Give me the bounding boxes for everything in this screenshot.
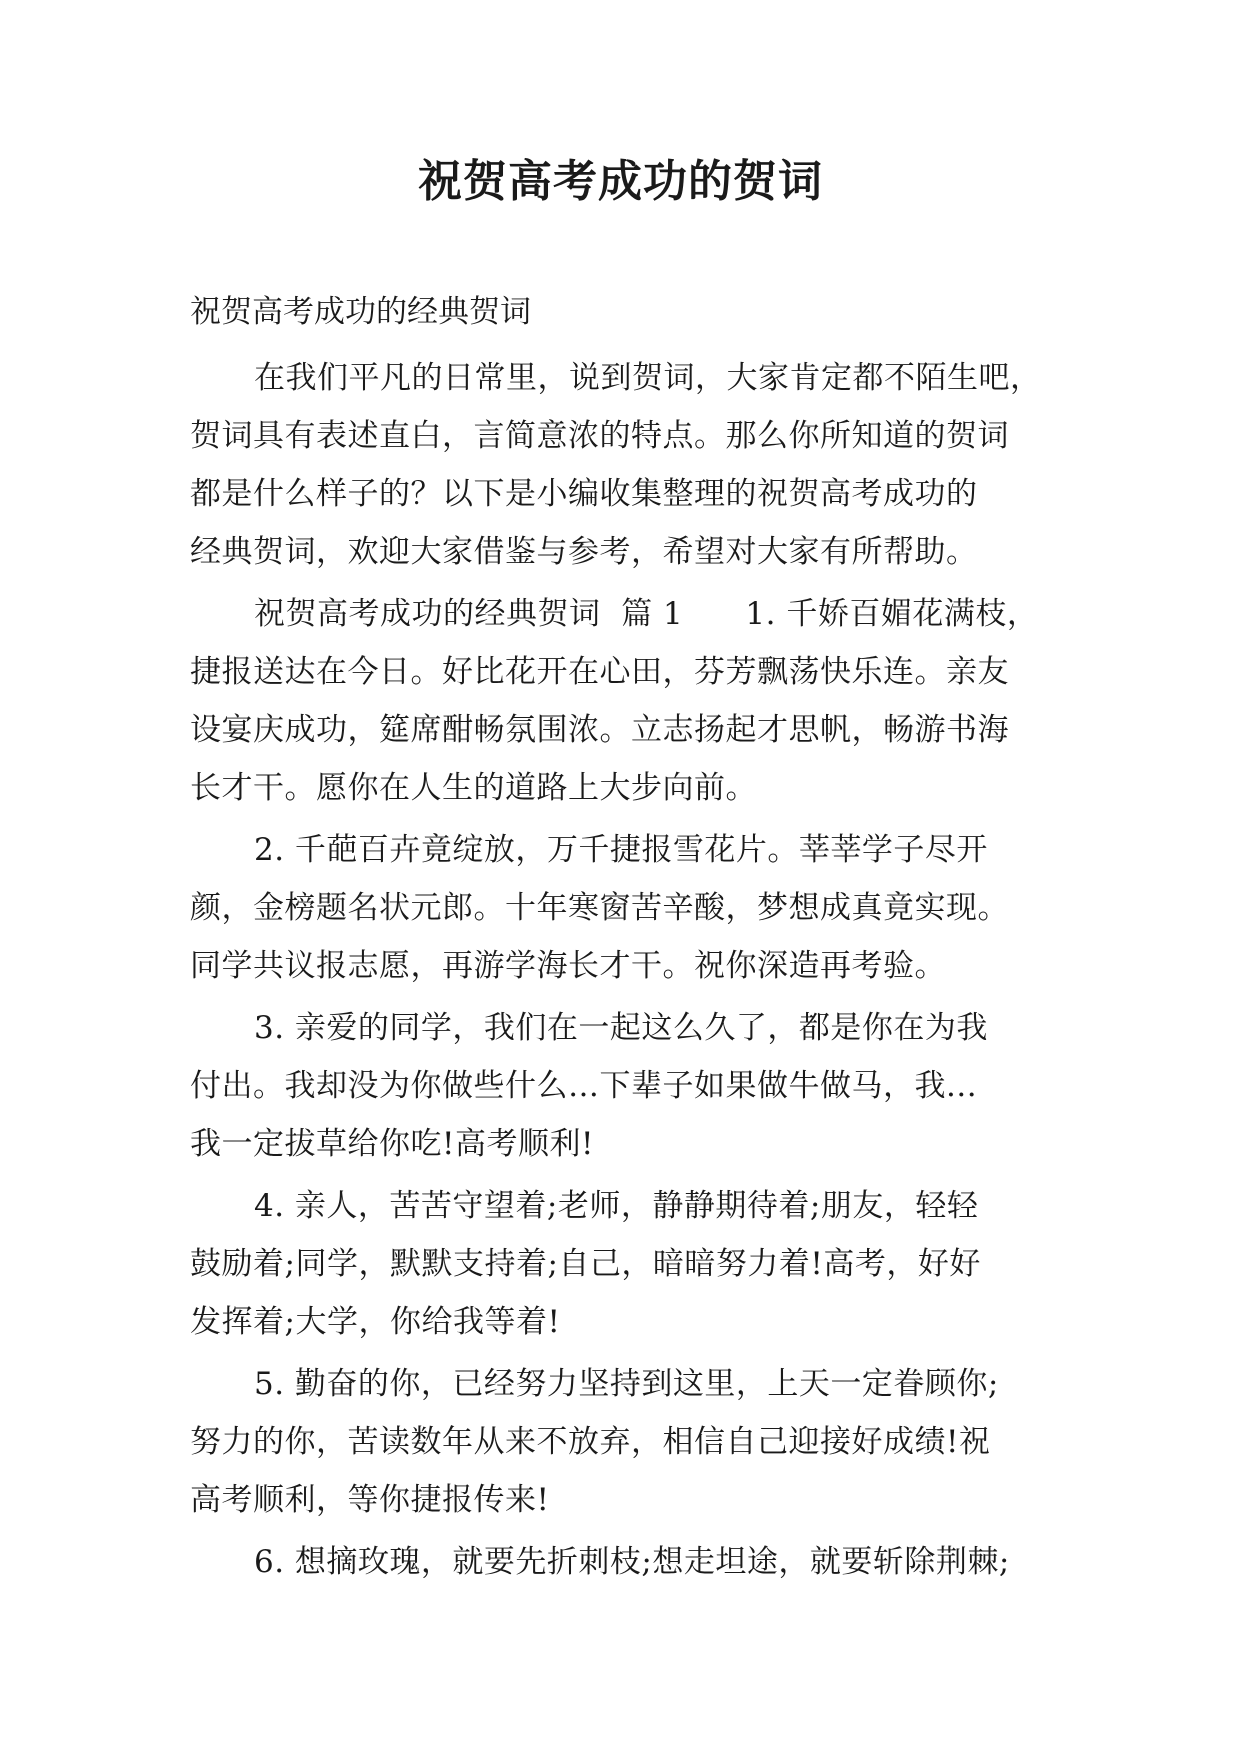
paragraph-line: 付出。我却没为你做些什么…下辈子如果做牛做马，我... xyxy=(190,1068,978,1104)
paragraph-line: 经典贺词，欢迎大家借鉴与参考，希望对大家有所帮助。 xyxy=(190,534,978,570)
paragraph-line: 设宴庆成功，筵席酣畅氛围浓。立志扬起才思帆，畅游书海 xyxy=(190,712,1009,748)
paragraph-line: 颜，金榜题名状元郎。十年寒窗苦辛酸，梦想成真竟实现。 xyxy=(190,890,1009,926)
paragraph-line: 努力的你，苦读数年从来不放弃，相信自己迎接好成绩!祝 xyxy=(190,1424,991,1460)
paragraph-line: 贺词具有表述直白，言简意浓的特点。那么你所知道的贺词 xyxy=(190,418,1009,454)
paragraph-line: 我一定拔草给你吃!高考顺利! xyxy=(190,1126,594,1162)
paragraph-line: 祝贺高考成功的经典贺词 篇 1 1. 千娇百媚花满枝， xyxy=(254,596,1039,632)
paragraph-line: 4. 亲人，苦苦守望着;老师，静静期待着;朋友，轻轻 xyxy=(254,1188,979,1224)
document-subtitle: 祝贺高考成功的经典贺词 xyxy=(190,294,531,330)
paragraph-line: 捷报送达在今日。好比花开在心田，芬芳飘荡快乐连。亲友 xyxy=(190,654,1009,690)
paragraph-line: 5. 勤奋的你，已经努力坚持到这里，上天一定眷顾你; xyxy=(254,1366,999,1402)
paragraph-line: 6. 想摘玫瑰，就要先折刺枝;想走坦途，就要斩除荆棘; xyxy=(254,1544,1010,1580)
document-title: 祝贺高考成功的贺词 xyxy=(418,156,823,207)
paragraph-line: 发挥着;大学，你给我等着! xyxy=(190,1304,561,1340)
paragraph-line: 2. 千葩百卉竟绽放，万千捷报雪花片。莘莘学子尽开 xyxy=(254,832,988,868)
paragraph-line: 鼓励着;同学，默默支持着;自己，暗暗努力着!高考，好好 xyxy=(190,1246,981,1282)
paragraph-line: 长才干。愿你在人生的道路上大步向前。 xyxy=(190,770,757,806)
paragraph-line: 高考顺利，等你捷报传来! xyxy=(190,1482,550,1518)
paragraph-line: 在我们平凡的日常里，说到贺词，大家肯定都不陌生吧， xyxy=(254,360,1042,396)
paragraph-line: 3. 亲爱的同学，我们在一起这么久了，都是你在为我 xyxy=(254,1010,988,1046)
paragraph-line: 同学共议报志愿，再游学海长才干。祝你深造再考验。 xyxy=(190,948,946,984)
paragraph-line: 都是什么样子的？以下是小编收集整理的祝贺高考成功的 xyxy=(190,476,978,512)
